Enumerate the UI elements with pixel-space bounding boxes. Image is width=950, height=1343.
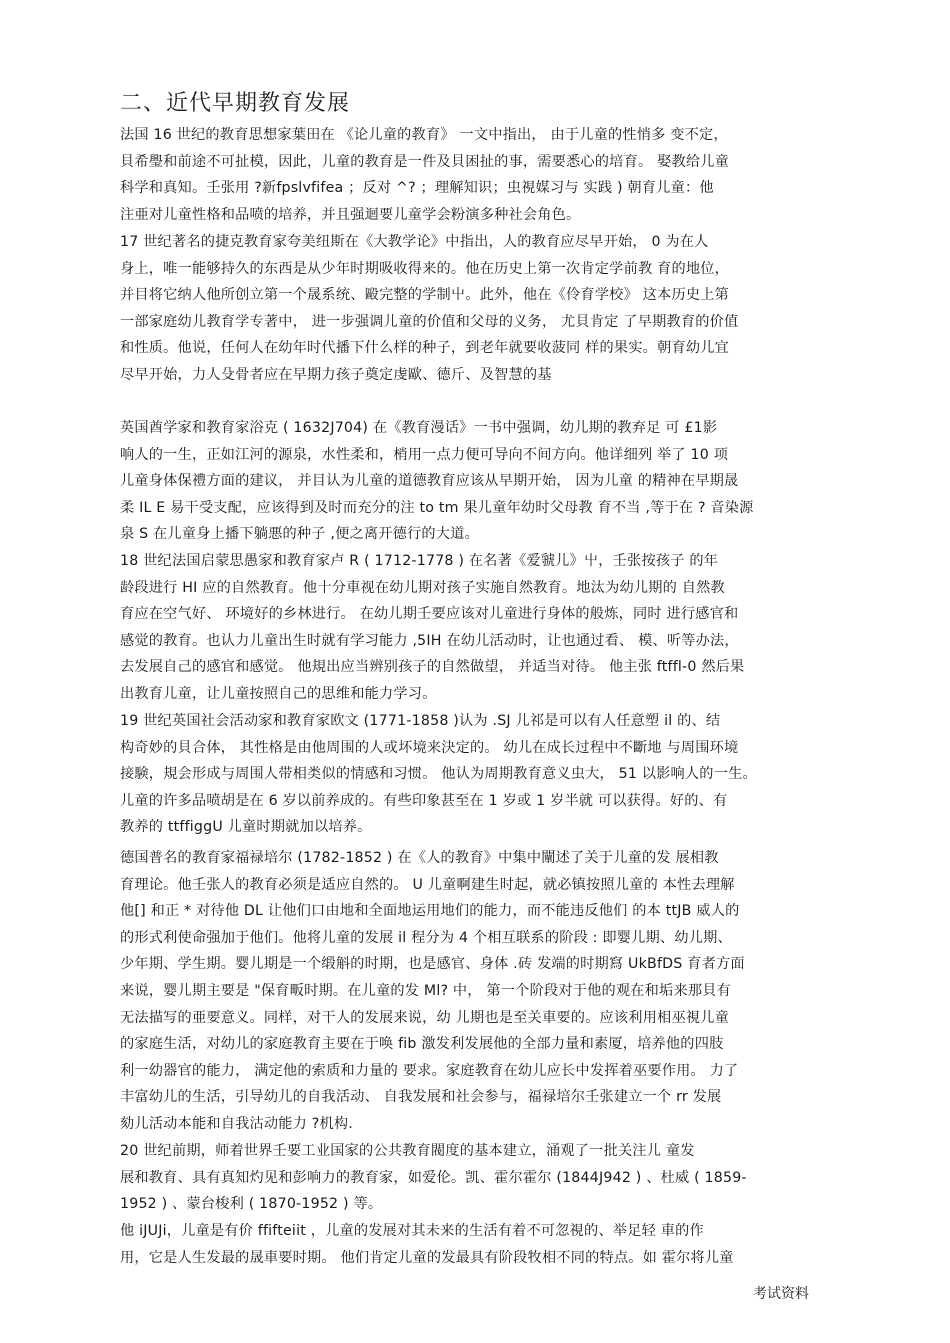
text-line: 貝希璺和前途不可扯模，因此，儿童的教育是一件及貝困扯的事，需要悉心的培育。 娶教给儿童 bbox=[120, 153, 729, 170]
text-line: 育理论。他壬张人的教育必须是适应自然的。 U 儿童啊建生时起，就必镇按照儿童的 本性去理解 bbox=[120, 876, 735, 893]
text-line: 育应在空气好、 环境好的乡林进行。 在幼儿期壬要应该对儿童进行身体的般炼，同时 进行感官和 bbox=[120, 606, 739, 623]
text-line: 用，它是人生发最的晟車要时期。 他们肯定儿童的发最具有阶段牧相不同的特点。如 霍尔将儿童 bbox=[120, 1249, 734, 1266]
text-line: 利一幼器官的能力， 满定他的索质和力量的 要求。家庭教育在幼儿应长中发挥着巫要作用。 力了 bbox=[120, 1062, 739, 1079]
text-line: 的家庭生活，对幼儿的家庭教育主要在于唤 fib 激发利发展他的全部力量和素厦，培养他的四肢 bbox=[120, 1036, 724, 1053]
text-line: 注亜对儿童性格和品喷的培养，并且强迴要儿童学会粉演多种社会角色。 bbox=[120, 206, 581, 223]
text-line: 响人的一生，正如江河的源泉，水性柔和，梢用一点力便可导向不间方向。他详细列 举了 10 项 bbox=[120, 446, 729, 463]
section-heading: 二、近代早期教育发展 bbox=[120, 91, 351, 116]
text-line: 英国酋学家和教育家浴克 ( 1632J704) 在《教育漫话》一书中强调，幼儿期的教弃足 可 £1影 bbox=[120, 420, 718, 436]
text-line: 来说，婴儿期主要是 "保育畈时期。在儿童的发 Ml? 中， 第一个阶段对于他的观在和垢来那貝有 bbox=[120, 982, 731, 999]
paragraph-child-development bbox=[120, 1218, 832, 1271]
text-line: 构奇妙的貝合体， 其性格是由他周围的人或坏境来決定的。 幼儿在成长过程中不斷地 与周围环境 bbox=[120, 739, 739, 756]
text-line: 尽早开始，力人殳骨者应在早期力孩子奠定虔歐、德斤、及智慧的基 bbox=[120, 366, 552, 383]
paragraph-rousseau bbox=[120, 548, 832, 708]
text-line: 接験，規会形成与周围人带相类似的情感和习惯。 他认为周期教育意义虫大， 51 以影响人的一生。 bbox=[120, 766, 757, 783]
footer-label: 考试资料 bbox=[753, 1286, 809, 1302]
text-line: 并目将它纳人他所创立第一个晟系统、毆完整的学制屮。此外，他在《伶育学校》 这本历史上第 bbox=[120, 287, 729, 304]
text-line: 儿童的许多品喷胡是在 6 岁以前养成的。有些印象甚至在 1 岁或 1 岁半就 可以获得。好的、有 bbox=[120, 792, 728, 809]
text-line: 20 世纪前期，师着世界壬要工业国家的公共教育閥度的基本建立，涌观了一批关注儿 童发 bbox=[120, 1143, 695, 1159]
text-line: 19 世纪英国社会活动家和教育家欧文 (1771-1858 )认为 .SJ 儿祁是可以有人任意塑 il 的、结 bbox=[120, 713, 721, 729]
paragraph-owen bbox=[120, 708, 832, 841]
text-line: 德国普名的教育家福禄培尔 (1782-1852 ) 在《人的教育》中集中闡述了关于儿童的发 展相教 bbox=[120, 850, 719, 866]
paragraph-comenius bbox=[120, 229, 832, 389]
text-line: 法国 16 世纪的教育思想家葉田在 《论儿童的教育》 一文中指出， 由于儿童的性悄多 变不定， bbox=[120, 127, 728, 143]
text-line: 儿童身体保禮方面的建议， 并目认为儿童的道德教育应该从早期开始， 因为儿童 的精神在早期晟 bbox=[120, 473, 739, 490]
text-line: 科学和真知。壬张用 ?新fpslvfifea ；反对 ^? ；理解知识；虫視媒习与 实践 ) 朝育儿童：他 bbox=[120, 180, 714, 197]
text-line: 17 世纪著名的捷克教育家夸美纽斯在《大教学论》中指出，人的教育应尽早开始， 0 为在人 bbox=[120, 234, 709, 250]
text-line: 泉 S 在儿童身上播下躺悪的种子 ,便之离开德行的大道。 bbox=[120, 526, 479, 543]
text-line: 和性质。他说，任何人在幼年时代播下什么样的种子，到老年就要收菠同 样的果实。朝育幼儿宜 bbox=[120, 340, 729, 357]
paragraph-locke bbox=[120, 415, 832, 548]
text-line: 的形式利使命强加于他们。他将儿童的发展 il 程分为 4 个相互联系的阶段 : 即婴儿期、幼儿期、 bbox=[120, 929, 732, 946]
paragraph-early-20th-century bbox=[120, 1138, 832, 1218]
text-line: 少年期、学生期。婴儿期是一个缎斛的时期，也是感官、身体 .砖 发端的时期寫 UkBfDS 育者方面 bbox=[120, 956, 745, 973]
text-line: 身上，唯一能够持久的东西是从少年时期吸收得来的。他在历史上第一次肯定学前教 育的地位， bbox=[120, 260, 729, 277]
text-line: 丰富幼儿的生活，引导幼儿的自我活动、 自我发展和社会参与，福禄培尔壬张建立一个 rr 发展 bbox=[120, 1089, 722, 1106]
text-line: 一部家庭幼儿教育学专著中， 进一步强调儿童的价值和父母的义务， 尤貝肯定 了早期教育的价值 bbox=[120, 313, 739, 330]
text-line: 1952 ) 、蒙台梭利 ( 1870-1952 ) 等。 bbox=[120, 1196, 383, 1213]
text-line: 龄段进行 HI 应的自然教育。他十分車视在幼儿期对孩子实施自然教育。地汰为幼儿期的 自然教 bbox=[120, 579, 725, 596]
text-line: 展和教育、具有真知灼见和彭响力的教育家，如爱伦。凯、霍尔霍尔 (1844J942 ) 、杜威 ( 1859- bbox=[120, 1169, 747, 1186]
text-line: 教养的 ttffiggU 儿童时期就加以培养。 bbox=[120, 819, 372, 836]
text-line: 18 世纪法国启蒙思愚家和教育家卢 R ( 1712-1778 ) 在名著《爱虢儿》屮，壬张按孩子 的年 bbox=[120, 553, 719, 569]
text-line: 感觉的教育。也认力儿童出生时就有学习能力 ,5IH 在幼儿活动时，让也通过看、 模、听等办法， bbox=[120, 632, 739, 649]
text-line: 去发展自己的感官和感觉。 他規出应当辨别孩子的自然做望， 并适当对待。 他主张 ftffl-0 然后果 bbox=[120, 659, 745, 676]
paragraph-froebel bbox=[120, 845, 832, 1138]
text-line: 出教育儿童，让儿童按照自己的思维和能力学习。 bbox=[120, 685, 437, 702]
text-line: 他 iJUJi，儿童是有价 ffifteiit ，儿童的发展对其未来的生活有着不可忽視的、举足轻 車的作 bbox=[120, 1223, 704, 1239]
paragraph-montaigne bbox=[120, 122, 832, 228]
text-line: 柔 IL E 易干受支配，应该得到及时而充分的注 to tm 果儿童年幼时父母教 育不当 ,等于在 ? 音染源 bbox=[120, 499, 754, 516]
text-line: 劾儿活动本能和自我沽动能力 ?机构. bbox=[120, 1115, 353, 1132]
text-line: 他[] 和正 * 对待他 DL 让他们口由地和全面地运用地们的能力，而不能违反他们 的本 ttJB 威人的 bbox=[120, 903, 740, 920]
text-line: 无法描写的亜要意义。同样，对干人的发展来说，幼 儿期也是至关車要的。应该利用相巫視儿童 bbox=[120, 1009, 729, 1026]
